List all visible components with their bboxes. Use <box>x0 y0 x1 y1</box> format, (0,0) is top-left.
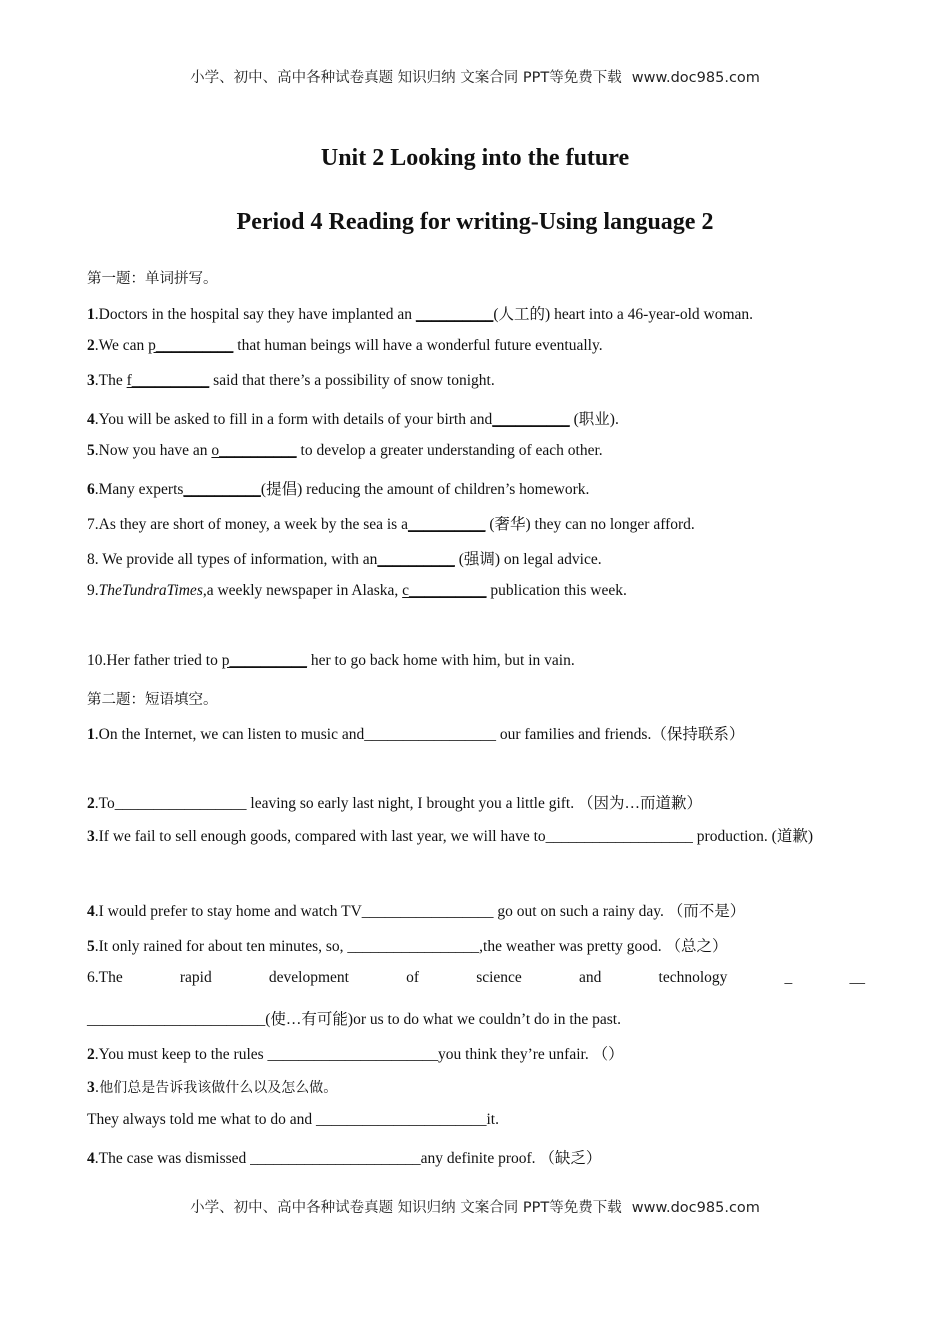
s1-item-9: 9.TheTundraTimes,a weekly newspaper in Alaska, c__________ publication this week. <box>87 582 627 599</box>
s1-item-7: 7.As they are short of money, a week by the sea is a__________ (奢华) they can no longer afford. <box>87 516 695 533</box>
extra-item-4: 4.The case was dismissed ______________________any definite proof. （缺乏） <box>87 1150 602 1167</box>
s1-item-10: 10.Her father tried to p__________ her to go back home with him, but in vain. <box>87 652 575 669</box>
s2-item-6-line1: 6.The rapid development of science and technology _ __ <box>87 969 865 986</box>
page-header <box>0 66 950 87</box>
s1-item-3: 3.The f__________ said that there’s a possibility of snow tonight. <box>87 372 495 389</box>
s2-item-5: 5.It only rained for about ten minutes, so, _________________,the weather was pretty good. （总之） <box>87 938 728 955</box>
page-footer <box>0 1196 950 1217</box>
footer-text: 小学、初中、高中各种试卷真题 知识归纳 文案合同 PPT等免费下载 <box>190 1200 622 1216</box>
section2-heading: 第二题：短语填空。 <box>87 692 218 708</box>
section1-heading: 第一题：单词拼写。 <box>87 271 218 287</box>
s1-item-1: 1.Doctors in the hospital say they have implanted an __________(人工的) heart into a 46-year-old woman. <box>87 306 754 323</box>
s1-item-4: 4.You will be asked to fill in a form with details of your birth and__________ (职业). <box>87 411 619 428</box>
s2-item-1: 1.On the Internet, we can listen to music and_________________ our families and friends.（保持联系） <box>87 726 745 743</box>
extra-item-2: 2.You must keep to the rules ______________________you think they’re unfair. （） <box>87 1046 624 1063</box>
s2-item-2: 2.To_________________ leaving so early last night, I brought you a little gift. （因为…而道歉） <box>87 795 702 812</box>
s2-item-3: 3.If we fail to sell enough goods, compared with last year, we will have to___________________ production. (道歉) <box>87 828 814 845</box>
s2-item-4: 4.I would prefer to stay home and watch TV_________________ go out on such a rainy day. （而不是） <box>87 903 746 920</box>
unit-title: Unit 2 Looking into the future <box>320 145 630 171</box>
extra-item-3: 3.他们总是告诉我该做什么以及怎么做。 <box>87 1079 338 1096</box>
s1-item-2: 2.We can p__________ that human beings will have a wonderful future eventually. <box>87 337 603 354</box>
header-text: 小学、初中、高中各种试卷真题 知识归纳 文案合同 PPT等免费下载 <box>190 70 622 86</box>
footer-site-link[interactable]: www.doc985.com <box>631 1200 760 1216</box>
header-site-link[interactable]: www.doc985.com <box>631 70 760 86</box>
s1-item-5: 5.Now you have an o__________ to develop a greater understanding of each other. <box>87 442 603 459</box>
period-title: Period 4 Reading for writing-Using language 2 <box>236 209 714 235</box>
s1-item-6: 6.Many experts__________(提倡) reducing the amount of children’s homework. <box>87 481 590 498</box>
s2-item-6-line2: _______________________(使…有可能)or us to do what we couldn’t do in the past. <box>87 1011 621 1028</box>
s1-item-8: 8. We provide all types of information, with an__________ (强调) on legal advice. <box>87 551 602 568</box>
extra-item-3-line: They always told me what to do and ______________________it. <box>87 1111 499 1128</box>
